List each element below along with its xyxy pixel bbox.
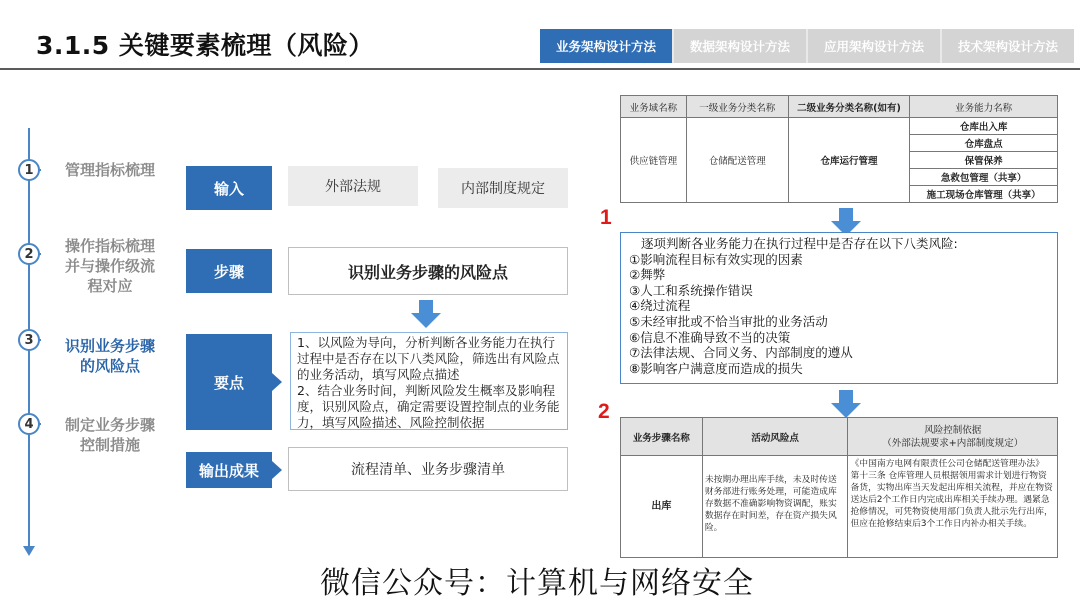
risk-item: ②舞弊 <box>629 267 666 283</box>
tab-technology-architecture[interactable]: 技术架构设计方法 <box>942 29 1074 63</box>
table-header: 业务能力名称 <box>910 96 1058 118</box>
level2-cell: 仓库运行管理 <box>788 118 910 203</box>
step-number-4: 4 <box>18 413 40 435</box>
capability-cell: 仓库出入库 <box>910 118 1058 135</box>
marker-two: 2 <box>598 400 610 423</box>
step-text-box: 识别业务步骤的风险点 <box>288 247 568 295</box>
capability-cell: 仓库盘点 <box>910 135 1058 152</box>
marker-one: 1 <box>600 206 612 229</box>
risk-control-table <box>620 417 1058 558</box>
method-tabs <box>540 29 1074 63</box>
domain-cell: 供应链管理 <box>621 118 687 203</box>
table-header: 二级业务分类名称(如有) <box>788 96 910 118</box>
step-label-box: 步骤 <box>186 249 272 293</box>
step-number-3: 3 <box>18 329 40 351</box>
basis-title: 《中国南方电网有限责任公司仓储配送管理办法》 <box>850 459 1045 469</box>
down-arrow-icon <box>831 390 861 418</box>
basis-cell <box>848 456 1058 558</box>
capability-cell: 施工现场仓库管理（共享） <box>910 186 1058 203</box>
risk-item: ①影响流程目标有效实现的因素 <box>629 251 803 267</box>
basis-text: 第十三条 仓库管理人员根据领用需求计划进行物资备货，实物出库当天发起出库相关流程，并应在物资送达后2个工作日内完成出库相关手续办理。遇紧急抢修情况，可凭物资使用部门负责人批示先行出库，但应在抢修结束后3个工作日内补办相关手续。 <box>850 471 1053 529</box>
step-name-cell: 出库 <box>621 456 703 558</box>
risk-intro: 逐项判断各业务能力在执行过程中是否存在以下八类风险: <box>641 236 958 251</box>
capability-cell: 急救包管理（共享） <box>910 169 1058 186</box>
down-arrow-icon <box>411 300 441 328</box>
risk-point-cell: 未按期办理出库手续，未及时传送财务部进行账务处理，可能造成库存数据不准确影响物资调配，账实数据存在时间差，存在资产损失风险。 <box>702 456 848 558</box>
table-header <box>848 418 1058 456</box>
table-header-row <box>621 96 1058 118</box>
risk-item: ③人工和系统操作错误 <box>629 282 753 298</box>
step-label-2: 操作指标梳理并与操作级流程对应 <box>64 237 155 295</box>
tab-business-architecture[interactable]: 业务架构设计方法 <box>540 29 672 63</box>
input-external-regulations: 外部法规 <box>288 166 418 206</box>
step-label-4: 制定业务步骤控制措施 <box>64 416 155 454</box>
step-label-3: 识别业务步骤的风险点 <box>64 337 155 375</box>
page-title: 3.1.5 关键要素梳理（风险） <box>36 31 374 60</box>
table-header: 活动风险点 <box>702 418 848 456</box>
step-number-2: 2 <box>18 243 40 265</box>
input-internal-rules: 内部制度规定 <box>438 168 568 208</box>
step-number-1: 1 <box>18 159 40 181</box>
output-label: 输出成果 <box>186 452 272 488</box>
risk-item: ⑧影响客户满意度而造成的损失 <box>629 360 803 376</box>
risk-item: ⑦法律法规、合同义务、内部制度的遵从 <box>629 345 853 361</box>
table-header-row <box>621 418 1058 456</box>
input-label: 输入 <box>186 166 272 210</box>
table-header: 业务域名称 <box>621 96 687 118</box>
tab-data-architecture[interactable]: 数据架构设计方法 <box>674 29 806 63</box>
risk-item: ④绕过流程 <box>629 298 691 314</box>
key-points-label: 要点 <box>186 334 272 430</box>
timeline-arrow-icon <box>23 546 35 556</box>
key-point-1: 1、以风险为导向，分析判断各业务能力在执行过程中是否存在以下八类风险，筛选出有风险点的业务活动，填写风险点描述 <box>297 335 560 382</box>
key-points-box <box>290 332 568 430</box>
basis-header: 风险控制依据 <box>924 424 982 436</box>
table-header: 业务步骤名称 <box>621 418 703 456</box>
table-row <box>621 456 1058 558</box>
basis-subheader: （外部法规要求+内部制度规定） <box>882 437 1024 449</box>
output-text-box: 流程清单、业务步骤清单 <box>288 447 568 491</box>
capability-table <box>620 95 1058 203</box>
table-row <box>621 118 1058 135</box>
risk-item: ⑤未经审批或不恰当审批的业务活动 <box>629 313 828 329</box>
tab-application-architecture[interactable]: 应用架构设计方法 <box>808 29 940 63</box>
step-label-1: 管理指标梳理 <box>64 161 155 179</box>
key-point-2: 2、结合业务时间，判断风险发生概率及影响程度，识别风险点，确定需要设置控制点的业务能力，填写风险描述、风险控制依据 <box>297 383 560 430</box>
header-divider <box>0 68 1080 70</box>
level1-cell: 仓储配送管理 <box>686 118 788 203</box>
table-header: 一级业务分类名称 <box>686 96 788 118</box>
capability-cell: 保管保养 <box>910 152 1058 169</box>
watermark: 微信公众号：计算机与网络安全 <box>320 566 754 601</box>
risk-categories-box <box>620 232 1058 384</box>
risk-item: ⑥信息不准确导致不当的决策 <box>629 329 791 345</box>
